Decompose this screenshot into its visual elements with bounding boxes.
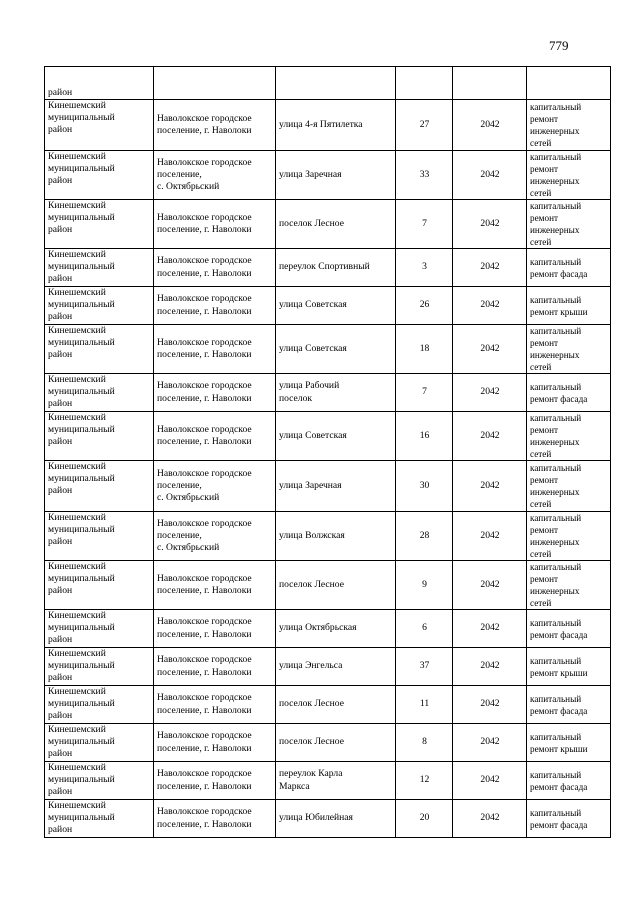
works-cell: капитальный ремонт крыши xyxy=(527,287,611,325)
house-number-cell: 33 xyxy=(396,151,453,200)
table-row xyxy=(45,800,611,838)
table-row xyxy=(45,287,611,325)
street-cell: улица Советская xyxy=(276,325,396,374)
house-number-cell: 12 xyxy=(396,762,453,800)
house-number-cell: 9 xyxy=(396,561,453,610)
works-cell: капитальный ремонт инженерных сетей xyxy=(527,200,611,249)
works-cell: капитальный ремонт фасада xyxy=(527,610,611,648)
district-cell: Кинешемский муниципальный район xyxy=(45,800,154,838)
street-cell: улица Октябрьская xyxy=(276,610,396,648)
house-number-cell xyxy=(396,67,453,100)
district-cell: Кинешемский муниципальный район xyxy=(45,287,154,325)
settlement-cell: Наволокское городское поселение, г. Наволоки xyxy=(154,200,276,249)
house-number-cell: 30 xyxy=(396,461,453,512)
year-cell: 2042 xyxy=(453,686,527,724)
house-number-cell: 20 xyxy=(396,800,453,838)
street-cell: поселок Лесное xyxy=(276,686,396,724)
street-cell: переулок Спортивный xyxy=(276,249,396,287)
settlement-cell: Наволокское городское поселение, г. Наволоки xyxy=(154,561,276,610)
year-cell: 2042 xyxy=(453,461,527,512)
district-cell: Кинешемский муниципальный район xyxy=(45,461,154,512)
house-number-cell: 26 xyxy=(396,287,453,325)
district-cell: Кинешемский муниципальный район xyxy=(45,325,154,374)
works-cell: капитальный ремонт инженерных сетей xyxy=(527,412,611,461)
street-cell: переулок Карла Маркса xyxy=(276,762,396,800)
works-cell: капитальный ремонт фасада xyxy=(527,249,611,287)
settlement-cell: Наволокское городское поселение, г. Наволоки xyxy=(154,648,276,686)
table-row xyxy=(45,325,611,374)
table-row xyxy=(45,151,611,200)
street-cell: улица Заречная xyxy=(276,151,396,200)
settlement-cell: Наволокское городское поселение, г. Наволоки xyxy=(154,412,276,461)
house-number-cell: 18 xyxy=(396,325,453,374)
table-row-continuation xyxy=(45,67,611,100)
district-cell: Кинешемский муниципальный район xyxy=(45,610,154,648)
settlement-cell xyxy=(154,67,276,100)
year-cell: 2042 xyxy=(453,512,527,561)
settlement-cell: Наволокское городское поселение, г. Наволоки xyxy=(154,800,276,838)
works-cell: капитальный ремонт фасада xyxy=(527,800,611,838)
street-cell: улица 4-я Пятилетка xyxy=(276,100,396,151)
year-cell: 2042 xyxy=(453,648,527,686)
street-cell: поселок Лесное xyxy=(276,200,396,249)
table-row xyxy=(45,249,611,287)
district-cell: Кинешемский муниципальный район xyxy=(45,412,154,461)
street-cell: поселок Лесное xyxy=(276,724,396,762)
year-cell: 2042 xyxy=(453,724,527,762)
street-cell: улица Юбилейная xyxy=(276,800,396,838)
table-row xyxy=(45,200,611,249)
table-row xyxy=(45,412,611,461)
street-cell: поселок Лесное xyxy=(276,561,396,610)
year-cell: 2042 xyxy=(453,200,527,249)
settlement-cell: Наволокское городское поселение, г. Наволоки xyxy=(154,374,276,412)
district-cell: Кинешемский муниципальный район xyxy=(45,512,154,561)
works-cell xyxy=(527,67,611,100)
year-cell: 2042 xyxy=(453,287,527,325)
settlement-cell: Наволокское городское поселение, г. Наволоки xyxy=(154,287,276,325)
district-cell: Кинешемский муниципальный район xyxy=(45,100,154,151)
house-number-cell: 3 xyxy=(396,249,453,287)
district-cell: Кинешемский муниципальный район xyxy=(45,374,154,412)
works-cell: капитальный ремонт фасада xyxy=(527,762,611,800)
works-cell: капитальный ремонт инженерных сетей xyxy=(527,512,611,561)
year-cell xyxy=(453,67,527,100)
settlement-cell: Наволокское городское поселение, г. Наволоки xyxy=(154,610,276,648)
house-number-cell: 28 xyxy=(396,512,453,561)
table-row xyxy=(45,686,611,724)
house-number-cell: 11 xyxy=(396,686,453,724)
street-cell: улица Энгельса xyxy=(276,648,396,686)
street-cell: улица Заречная xyxy=(276,461,396,512)
table-body xyxy=(45,67,611,838)
works-cell: капитальный ремонт инженерных сетей xyxy=(527,461,611,512)
table-row xyxy=(45,724,611,762)
table-row xyxy=(45,762,611,800)
works-cell: капитальный ремонт крыши xyxy=(527,648,611,686)
works-cell: капитальный ремонт фасада xyxy=(527,374,611,412)
settlement-cell: Наволокское городское поселение, г. Наволоки xyxy=(154,724,276,762)
district-cell: Кинешемский муниципальный район xyxy=(45,648,154,686)
works-cell: капитальный ремонт фасада xyxy=(527,686,611,724)
settlement-cell: Наволокское городское поселение, г. Наволоки xyxy=(154,100,276,151)
works-cell: капитальный ремонт инженерных сетей xyxy=(527,325,611,374)
year-cell: 2042 xyxy=(453,249,527,287)
settlement-cell: Наволокское городское поселение, с. Октябрьский xyxy=(154,512,276,561)
works-cell: капитальный ремонт крыши xyxy=(527,724,611,762)
table-row xyxy=(45,610,611,648)
street-cell: улица Советская xyxy=(276,412,396,461)
works-cell: капитальный ремонт инженерных сетей xyxy=(527,561,611,610)
district-cell: Кинешемский муниципальный район xyxy=(45,200,154,249)
house-number-cell: 27 xyxy=(396,100,453,151)
year-cell: 2042 xyxy=(453,100,527,151)
district-cell: Кинешемский муниципальный район xyxy=(45,249,154,287)
table-row xyxy=(45,561,611,610)
house-number-cell: 6 xyxy=(396,610,453,648)
settlement-cell: Наволокское городское поселение, г. Наволоки xyxy=(154,686,276,724)
works-cell: капитальный ремонт инженерных сетей xyxy=(527,100,611,151)
house-number-cell: 8 xyxy=(396,724,453,762)
street-cell: улица Рабочий поселок xyxy=(276,374,396,412)
house-number-cell: 16 xyxy=(396,412,453,461)
house-number-cell: 7 xyxy=(396,200,453,249)
settlement-cell: Наволокское городское поселение, г. Наволоки xyxy=(154,249,276,287)
table-row xyxy=(45,512,611,561)
page-number: 779 xyxy=(549,38,569,53)
district-cell: район xyxy=(45,67,154,100)
year-cell: 2042 xyxy=(453,610,527,648)
year-cell: 2042 xyxy=(453,561,527,610)
works-cell: капитальный ремонт инженерных сетей xyxy=(527,151,611,200)
settlement-cell: Наволокское городское поселение, с. Октябрьский xyxy=(154,461,276,512)
district-cell: Кинешемский муниципальный район xyxy=(45,724,154,762)
table-row xyxy=(45,374,611,412)
house-number-cell: 37 xyxy=(396,648,453,686)
year-cell: 2042 xyxy=(453,151,527,200)
house-number-cell: 7 xyxy=(396,374,453,412)
year-cell: 2042 xyxy=(453,762,527,800)
settlement-cell: Наволокское городское поселение, г. Наволоки xyxy=(154,325,276,374)
street-cell xyxy=(276,67,396,100)
district-cell: Кинешемский муниципальный район xyxy=(45,686,154,724)
table-row xyxy=(45,461,611,512)
repair-schedule-table xyxy=(44,66,611,838)
street-cell: улица Советская xyxy=(276,287,396,325)
year-cell: 2042 xyxy=(453,325,527,374)
table-row xyxy=(45,100,611,151)
district-cell: Кинешемский муниципальный район xyxy=(45,151,154,200)
settlement-cell: Наволокское городское поселение, г. Наволоки xyxy=(154,762,276,800)
year-cell: 2042 xyxy=(453,412,527,461)
year-cell: 2042 xyxy=(453,374,527,412)
district-cell: Кинешемский муниципальный район xyxy=(45,561,154,610)
street-cell: улица Волжская xyxy=(276,512,396,561)
year-cell: 2042 xyxy=(453,800,527,838)
table-row xyxy=(45,648,611,686)
settlement-cell: Наволокское городское поселение, с. Октябрьский xyxy=(154,151,276,200)
district-cell: Кинешемский муниципальный район xyxy=(45,762,154,800)
